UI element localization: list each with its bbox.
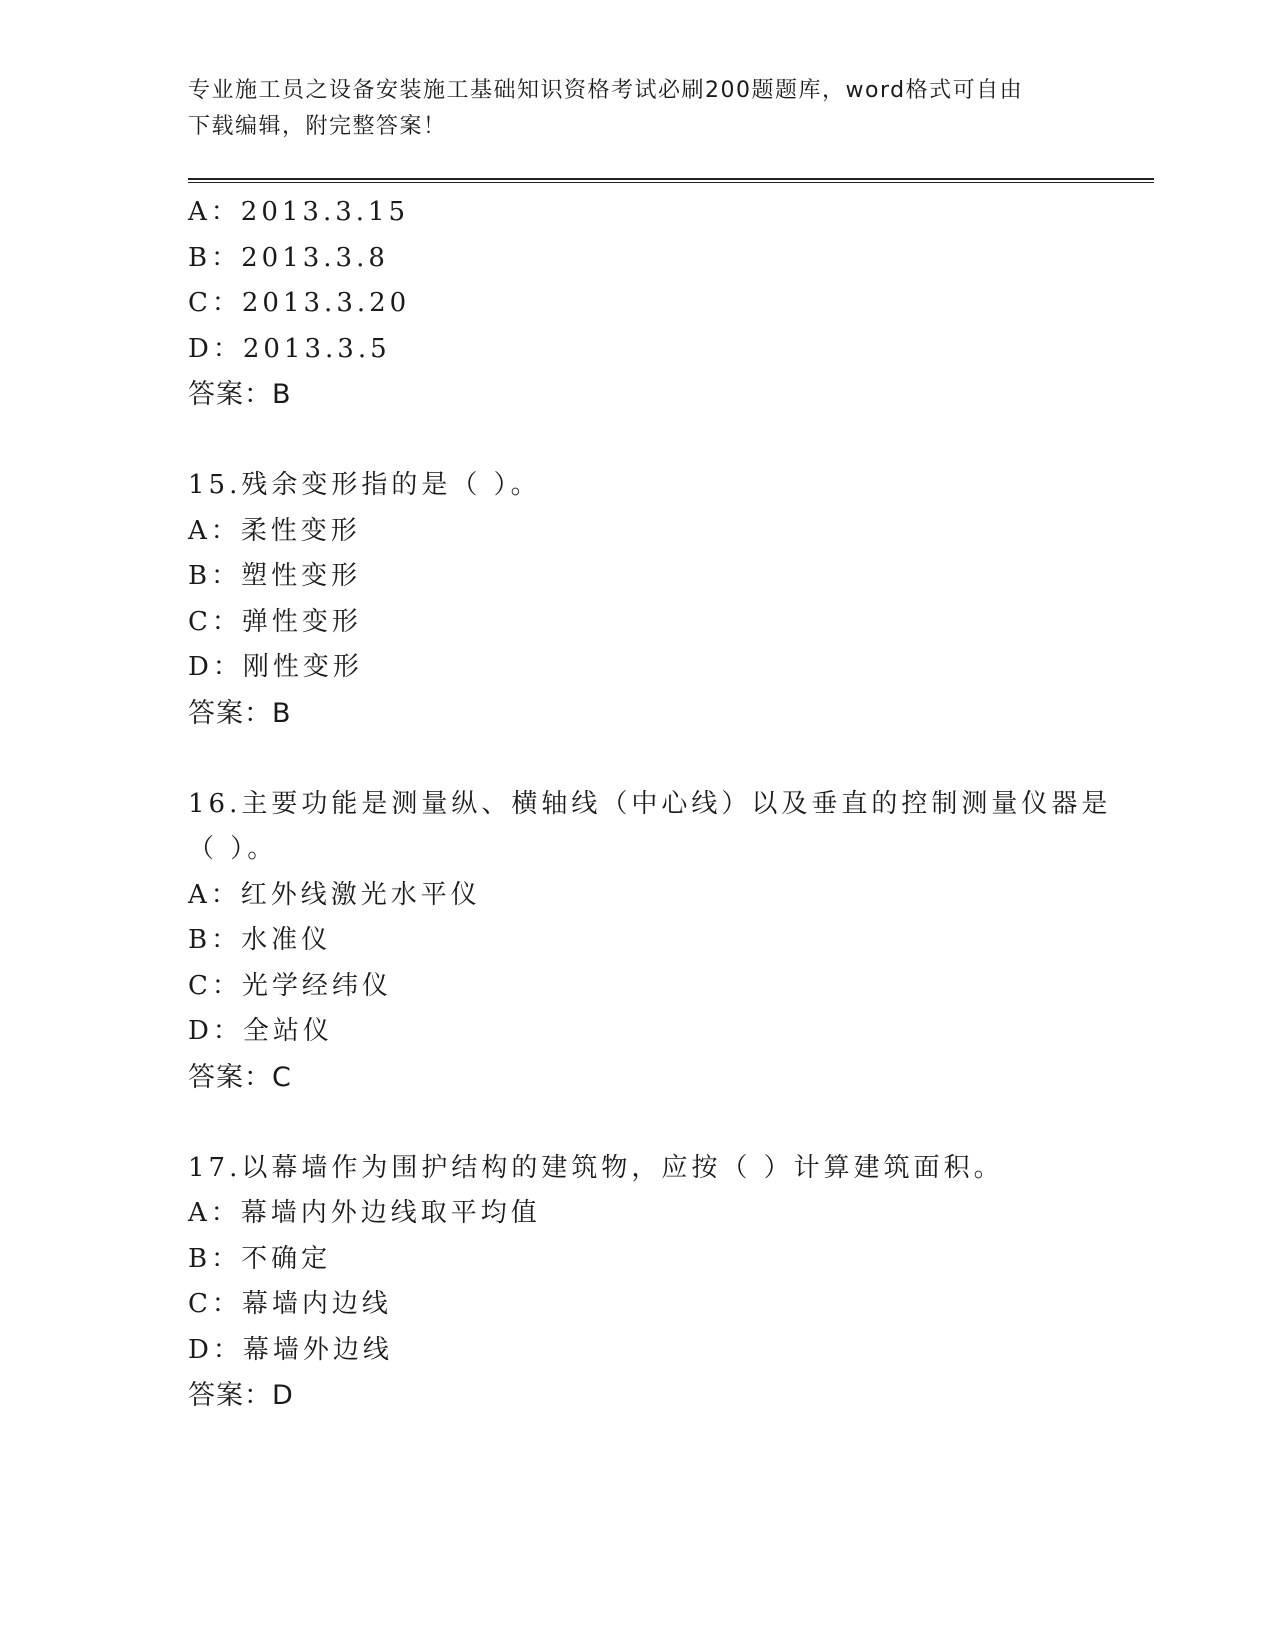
answer: 答案：B (188, 379, 292, 410)
option-a: A：柔性变形 (188, 515, 361, 546)
answer: 答案：C (188, 1061, 292, 1093)
spacer (188, 418, 1154, 464)
option-c: C：弹性变形 (188, 606, 362, 637)
question-stem-continued: （ ）。 (188, 834, 278, 864)
answer: 答案：D (188, 1380, 294, 1411)
option-d: D：幕墙外边线 (188, 1334, 393, 1365)
spacer (188, 1100, 1154, 1146)
option-d: D：刚性变形 (188, 652, 363, 682)
option-c: C：2013.3.20 (188, 288, 411, 318)
question-17 (188, 1146, 1154, 1419)
question-list (188, 190, 1154, 1419)
option-b: B：水准仪 (188, 925, 332, 955)
document-header (188, 73, 1068, 145)
question-stem: 17.以幕墙作为围护结构的建筑物，应按（ ）计算建筑面积。 (188, 1152, 1004, 1183)
question-16 (188, 782, 1154, 1101)
question-stem: 15.残余变形指的是（ ）。 (188, 470, 541, 500)
question-stem: 16.主要功能是测量纵、横轴线（中心线）以及垂直的控制测量仪器是 (188, 788, 1112, 819)
header-title-line-1: 专业施工员之设备安装施工基础知识资格考试必刷200题题库，word格式可自由 (188, 78, 1024, 103)
option-b: B：塑性变形 (188, 561, 362, 591)
option-a: A：红外线激光水平仪 (188, 879, 481, 910)
option-b: B：不确定 (188, 1243, 332, 1274)
answer: 答案：B (188, 697, 292, 729)
option-c: C：光学经纬仪 (188, 970, 392, 1001)
option-b: B：2013.3.8 (188, 242, 389, 273)
option-d: D：全站仪 (188, 1016, 333, 1046)
option-a: A：幕墙内外边线取平均值 (188, 1198, 541, 1228)
spacer (188, 736, 1154, 782)
header-title-line-2: 下载编辑，附完整答案！ (188, 114, 447, 139)
option-c: C：幕墙内边线 (188, 1289, 392, 1319)
header-divider (188, 178, 1154, 183)
question-15 (188, 463, 1154, 736)
option-a: A：2013.3.15 (188, 197, 410, 227)
option-d: D：2013.3.5 (188, 333, 391, 364)
question-14-continuation (188, 190, 1154, 418)
